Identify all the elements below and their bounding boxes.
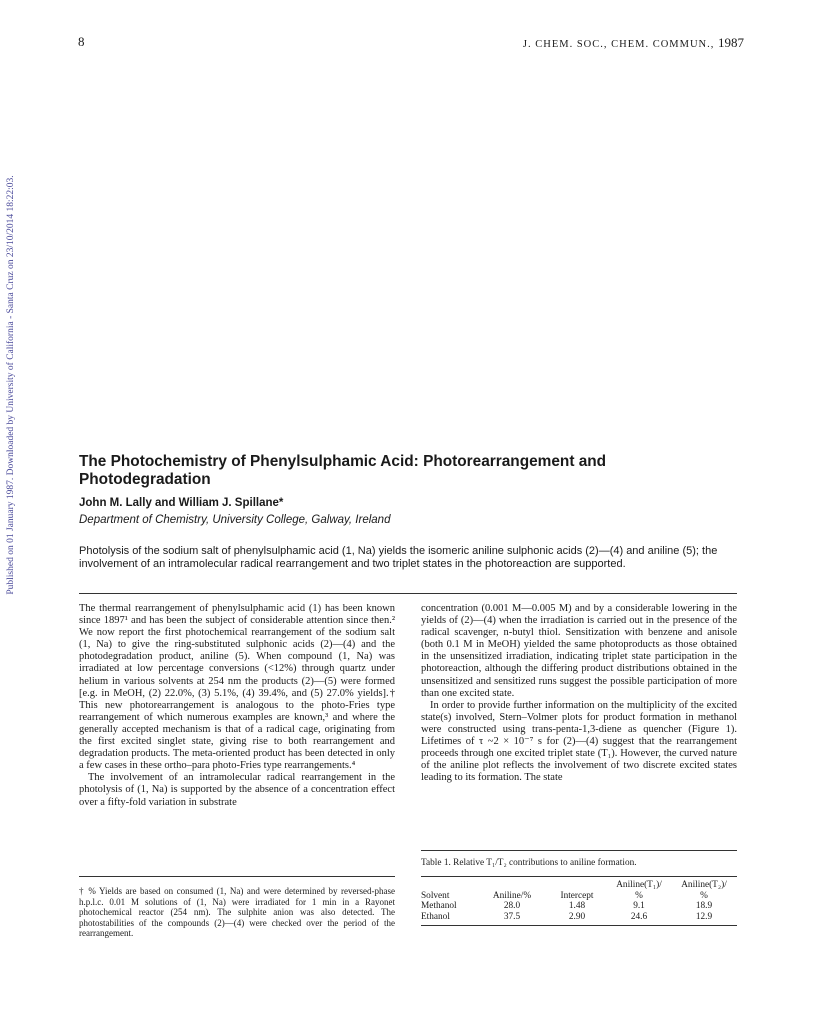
data-table bbox=[421, 880, 737, 922]
journal-year: 1987 bbox=[718, 35, 744, 50]
running-header bbox=[523, 35, 744, 51]
table-cell: 24.6 bbox=[630, 911, 648, 922]
body-paragraph: The thermal rearrangement of phenylsulphamic acid (1) has been known since 1897¹ and has been the subject of considerable attention since then.² We now report the first photochemical rearrangement of the sodium salt (1, Na) to give the ring-substituted sulphonic acids (2)—(4) and the photodegradation product, aniline (5). When compound (1, Na) was irradiated at low percentage conversions (<12%) through quartz under helium in various solvents at 254 nm the products (2)—(5) were formed [e.g. in MeOH, (2) 22.0%, (3) 5.1%, (4) 39.4%, and (5) 27.0% yields].† This new photorearrangement is analogous to the photo-Fries type rearrangement of which numerous examples are known,³ and where the generally accepted mechanism is that of a radical cage, originating from the first excited singlet state, giving rise to both rearrangement and degradation products. The meta-oriented product has been detected in only a few cases in these ortho–para photo-Fries type rearrangements.⁴ bbox=[79, 603, 395, 772]
table-cell: 28.0 bbox=[503, 901, 521, 911]
article-affiliation: Department of Chemistry, University College, Galway, Ireland bbox=[79, 514, 391, 526]
table-row bbox=[421, 901, 737, 912]
table-header-cell: Intercept bbox=[560, 890, 594, 901]
footnote-divider bbox=[79, 876, 395, 877]
table-header-cell: Solvent bbox=[421, 890, 450, 901]
table-row bbox=[421, 912, 737, 923]
article-abstract: Photolysis of the sodium salt of phenylsulphamic acid (1, Na) yields the isomeric aniline sulphonic acids (2)—(4) and aniline (5); the involvement of an intramolecular radical rearrangement and two triplet states in the photoreaction are supported. bbox=[79, 545, 718, 570]
body-column-right bbox=[421, 603, 737, 784]
table-header-cell: Aniline/% bbox=[492, 890, 532, 901]
table-caption: Table 1. Relative T₁/T₂ contributions to aniline formation. bbox=[421, 858, 637, 868]
table-cell: Methanol bbox=[421, 901, 457, 911]
table-bottom-rule bbox=[421, 925, 737, 926]
table-top-rule bbox=[421, 850, 737, 851]
table-cell: 1.48 bbox=[568, 901, 586, 911]
article-authors: John M. Lally and William J. Spillane* bbox=[79, 497, 284, 509]
table-header-cell: Aniline(T₁)/ % bbox=[616, 880, 662, 901]
journal-name: J. CHEM. SOC., CHEM. COMMUN., bbox=[522, 39, 715, 50]
table-header-rule bbox=[421, 876, 737, 877]
table-cell: 12.9 bbox=[695, 911, 713, 922]
body-paragraph: concentration (0.001 M—0.005 M) and by a considerable lowering in the yields of (2)—(4) when the irradiation is carried out in the presence of the radical scavenger, n-butyl thiol. Sensitization with benzene and anisole (both 0.1 M in MeOH) yielded the same photoproducts as those obtained in the unsensitized irradiation, indicating triplet state participation in the photoreaction, although the differing product distributions obtained in the unsensitized and sensitized runs suggest the possible participation of more than one excited state. bbox=[421, 603, 737, 699]
table-cell: Ethanol bbox=[421, 911, 450, 922]
page-number: 8 bbox=[78, 34, 85, 49]
table-cell: 37.5 bbox=[503, 911, 521, 922]
table-cell: 18.9 bbox=[695, 901, 713, 911]
footnote: † % Yields are based on consumed (1, Na) and were determined by reversed-phase h.p.l.c. 0.01 M solutions of (1, Na) were irradiated for 1 min in a Rayonet photochemical reactor (254 nm). The sulphite anion was also detected. The photostabilities of the compounds (2)—(4) were checked over the period of the rearrangement. bbox=[79, 886, 395, 938]
table-cell: 2.90 bbox=[568, 911, 586, 922]
download-notice-text[interactable]: Published on 01 January 1987. Downloaded by University of California - Santa Cruz on 23/10/2014 18:22:03. bbox=[6, 175, 16, 595]
table-cell: 9.1 bbox=[633, 901, 645, 911]
download-notice bbox=[3, 160, 19, 610]
table-header-row bbox=[421, 880, 737, 901]
body-paragraph: The involvement of an intramolecular radical rearrangement in the photolysis of (1, Na) is supported by the absence of a concentration effect over a fifty-fold variation in substrate bbox=[79, 772, 395, 808]
table-header-cell: Aniline(T₂)/ % bbox=[681, 880, 727, 901]
abstract-divider bbox=[79, 593, 737, 594]
body-column-left bbox=[79, 603, 395, 809]
body-paragraph: In order to provide further information on the multiplicity of the excited state(s) involved, Stern–Volmer plots for product formation in methanol were constructed using trans-penta-1,3-diene as quencher (Figure 1). Lifetimes of τ ~2 × 10⁻⁷ s for (2)—(4) suggest that the rearrangement proceeds through one excited triplet state (T₁). However, the curved nature of the aniline plot reflects the involvement of two discrete excited states leading to its formation. The state bbox=[421, 699, 737, 784]
article-title: The Photochemistry of Phenylsulphamic Acid: Photorearrangement and Photodegradation bbox=[79, 453, 607, 488]
